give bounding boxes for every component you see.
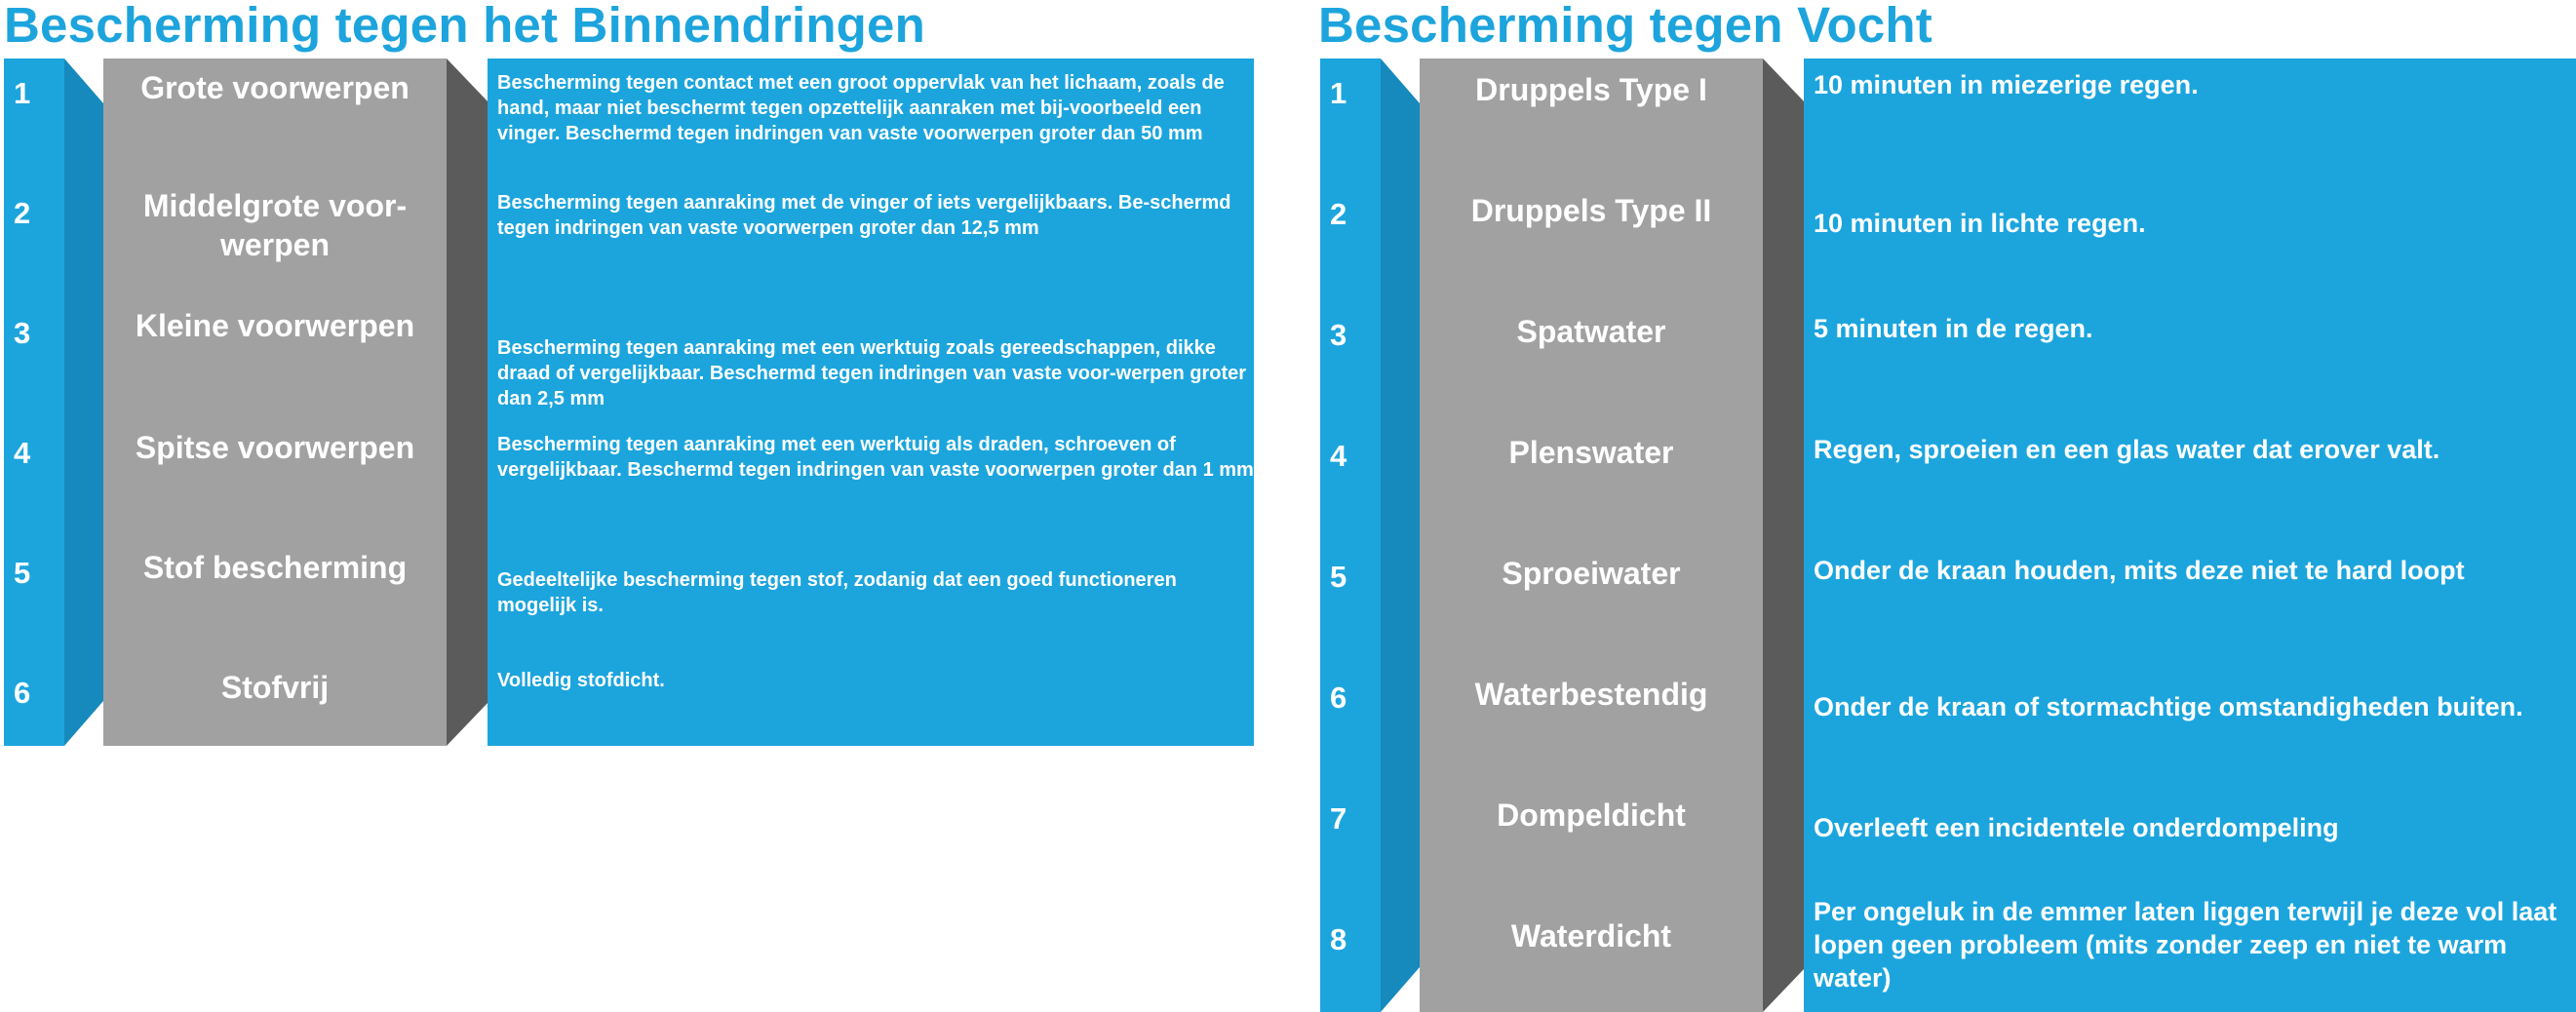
row-description: Onder de kraan of stormachtige omstandigheden buiten.	[1814, 692, 2523, 721]
row-number: 1	[14, 76, 31, 110]
row-label: Druppels Type I	[1475, 72, 1707, 107]
binnendringen-diagram	[4, 58, 1254, 746]
row-description: Bescherming tegen aanraking met een werktuig als draden, schroeven of vergelijkbaar. Beschermd tegen indringen van vaste voorwerpen groter dan 1 mm	[497, 434, 1254, 481]
row-description: Volledig stofdicht.	[497, 670, 665, 691]
row-description: Gedeeltelijke bescherming tegen stof, zodanig dat een goed functioneren mogelijk is.	[497, 569, 1177, 616]
row-description: Per ongeluk in de emmer laten liggen terwijl je deze vol laat lopen geen probleem (mits zonder zeep en niet te warm water)	[1814, 897, 2557, 993]
label-column-side	[447, 58, 489, 746]
row-number: 6	[1330, 681, 1347, 715]
row-label: Plenswater	[1508, 435, 1674, 470]
row-label: Stofvrij	[220, 670, 330, 705]
number-column-side	[1381, 58, 1420, 1012]
row-label: Spatwater	[1516, 314, 1666, 349]
row-number: 3	[14, 316, 31, 350]
row-number: 5	[1330, 560, 1347, 594]
label-column-side	[1763, 58, 1806, 1012]
row-description: Regen, sproeien en een glas water dat erover valt.	[1814, 435, 2440, 464]
row-number: 5	[14, 556, 31, 590]
vocht-diagram	[1320, 58, 2576, 1012]
row-label: Waterdicht	[1510, 918, 1672, 954]
row-description: 10 minuten in lichte regen.	[1814, 209, 2146, 238]
row-description: Overleeft een incidentele onderdompeling	[1814, 813, 2339, 842]
row-label: Grote voorwerpen	[140, 70, 410, 105]
row-description: Onder de kraan houden, mits deze niet te hard loopt	[1814, 556, 2465, 585]
row-number: 2	[1330, 197, 1347, 231]
row-label: Dompeldicht	[1497, 798, 1686, 833]
row-number: 4	[1330, 439, 1347, 473]
row-label: Waterbestendig	[1474, 677, 1708, 712]
number-column	[4, 58, 64, 746]
row-label: Middelgrote voor-werpen	[142, 188, 408, 262]
row-label: Druppels Type II	[1470, 193, 1712, 228]
row-number: 4	[14, 436, 31, 470]
row-label: Stof bescherming	[142, 550, 408, 585]
row-description: Bescherming tegen contact met een groot oppervlak van het lichaam, zoals de hand, maar niet beschermt tegen opzettelijk aanraken met bij-voorbeeld een vinger. Beschermd tegen indringen van vaste voorwerpen groter dan 50 mm	[497, 72, 1225, 144]
row-number: 3	[1330, 318, 1347, 352]
row-label: Spitse voorwerpen	[135, 430, 415, 465]
row-description: Bescherming tegen aanraking met een werktuig zoals gereedschappen, dikke draad of vergelijkbaar. Beschermd tegen indringen van vaste voor-werpen groter dan 2,5 mm	[497, 337, 1247, 409]
description-column	[1804, 58, 2576, 1012]
row-number: 6	[14, 676, 31, 710]
label-column	[103, 58, 447, 746]
row-description: 5 minuten in de regen.	[1814, 314, 2093, 343]
left-title: Bescherming tegen het Binnendringen	[4, 0, 925, 53]
row-number: 1	[1330, 76, 1347, 110]
number-column-side	[64, 58, 103, 746]
row-description: Bescherming tegen aanraking met de vinger of iets vergelijkbaars. Be-schermd tegen indringen van vaste voorwerpen groter dan 12,5 mm	[497, 192, 1231, 239]
row-number: 2	[14, 196, 31, 230]
row-label: Kleine voorwerpen	[135, 308, 415, 343]
row-number: 7	[1330, 801, 1347, 836]
row-description: 10 minuten in miezerige regen.	[1814, 70, 2199, 99]
right-title: Bescherming tegen Vocht	[1318, 0, 1932, 53]
row-label: Sproeiwater	[1502, 556, 1681, 591]
row-number: 8	[1330, 922, 1347, 956]
